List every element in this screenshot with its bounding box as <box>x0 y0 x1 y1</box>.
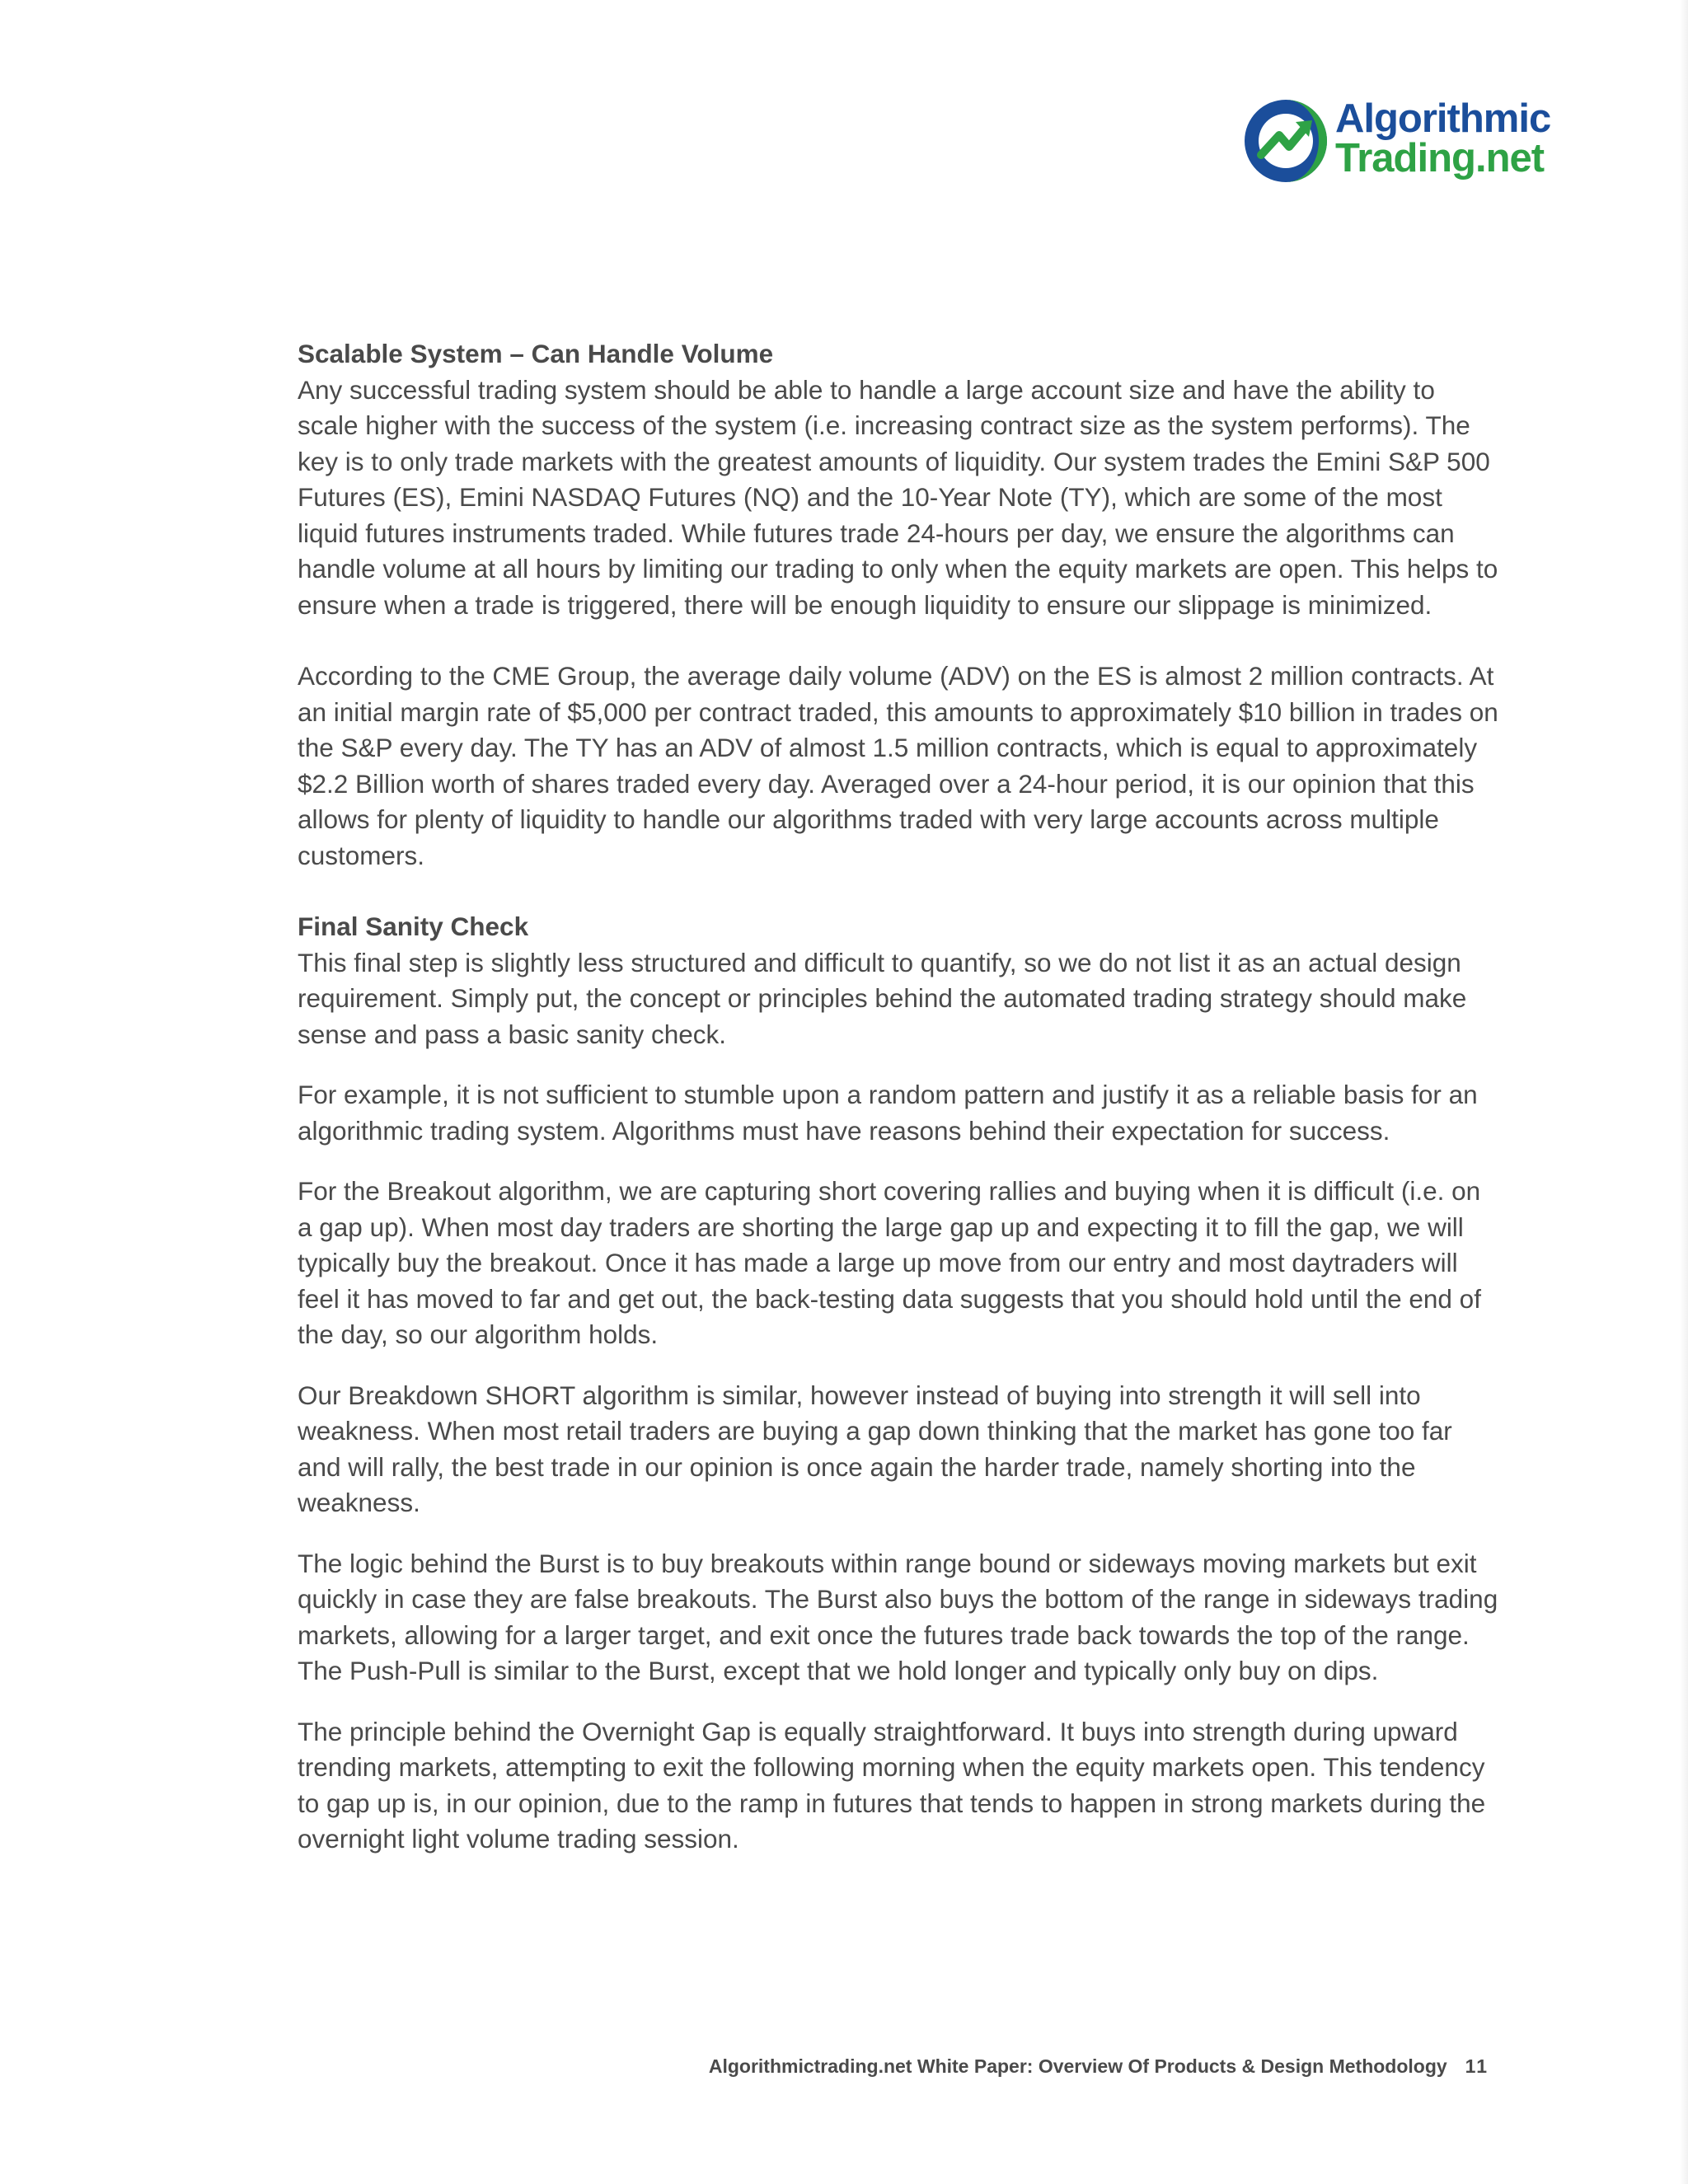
logo-wordmark-line1: Algorithmic <box>1335 96 1551 141</box>
section-heading-scalable: Scalable System – Can Handle Volume <box>298 339 774 368</box>
paragraph-scalable-1: Any successful trading system should be able to handle a large account size and have the ability to scale higher with the success of the system (i.e. increasing contract size as the system performs). The key is to only trade markets with the greatest amounts of liquidity. Our system trades the Emini S&P 500 Futures (ES), Emini NASDAQ Futures (NQ) and the 10-Year Note (TY), which are some of the most liquid futures instruments traded. While futures trade 24-hours per day, we ensure the algorithms can handle volume at all hours by limiting our trading to only when the equity markets are open. This helps to ensure when a trade is triggered, there will be enough liquidity to ensure our slippage is minimized. <box>298 374 1498 620</box>
paragraph-sanity-2: For example, it is not sufficient to stumble upon a random pattern and justify it as a reliable basis for an algorithmic trading system. Algorithms must have reasons behind their expectation for success. <box>298 1080 1478 1146</box>
paragraph-sanity-6: The principle behind the Overnight Gap is equally straightforward. It buys into strength during upward trending markets, attempting to exit the following morning when the equity markets open. This tendency to gap up is, in our opinion, due to the ramp in futures that tends to happen in strong markets during the overnight light volume trading session. <box>298 1716 1486 1854</box>
page-number: 11 <box>1465 2055 1489 2077</box>
brand-logo <box>1243 97 1606 188</box>
page-footer <box>643 2055 1489 2078</box>
paragraph-sanity-5: The logic behind the Burst is to buy breakouts within range bound or sideways moving markets but exit quickly in case they are false breakouts. The Burst also buys the bottom of the range in sideways trading markets, allowing for a larger target, and exit once the futures trade back towards the top of the range. The Push-Pull is similar to the Burst, except that we hold longer and typically only buy on dips. <box>298 1548 1498 1685</box>
paragraph-sanity-1: This final step is slightly less structured and difficult to quantify, so we do not list it as an actual design requirement. Simply put, the concept or principles behind the automated trading strategy should make sense and pass a basic sanity check. <box>298 947 1467 1049</box>
paragraph-scalable-2: According to the CME Group, the average daily volume (ADV) on the ES is almost 2 million contracts. At an initial margin rate of $5,000 per contract traded, this amounts to approximately $10 billion in trades on the S&P every day. The TY has an ADV of almost 1.5 million contracts, which is equal to approximately $2.2 Billion worth of shares traded every day. Averaged over a 24-hour period, it is our opinion that this allows for plenty of liquidity to handle our algorithms traded with very large accounts across multiple customers. <box>298 661 1498 870</box>
page-body <box>298 336 1501 1858</box>
page-edge-shadow <box>1680 0 1688 2184</box>
paragraph-sanity-3: For the Breakout algorithm, we are capturing short covering rallies and buying when it is difficult (i.e. on a gap up). When most day traders are shorting the large gap up and expecting it to fill the gap, we will typically buy the breakout. Once it has made a large up move from our entry and most daytraders will feel it has moved to far and get out, the back-testing data suggests that you should hold until the end of the day, so our algorithm holds. <box>298 1176 1481 1349</box>
footer-title: Algorithmictrading.net White Paper: Overview Of Products & Design Methodology <box>708 2055 1447 2077</box>
logo-wordmark-line2: Trading.net <box>1335 136 1545 180</box>
globe-up-arrow-icon <box>1243 97 1329 185</box>
paragraph-sanity-4: Our Breakdown SHORT algorithm is similar, however instead of buying into strength it will sell into weakness. When most retail traders are buying a gap down thinking that the market has gone too far and will rally, the best trade in our opinion is once again the harder trade, namely shorting into the weakness. <box>298 1380 1452 1517</box>
section-heading-sanity: Final Sanity Check <box>298 912 529 941</box>
